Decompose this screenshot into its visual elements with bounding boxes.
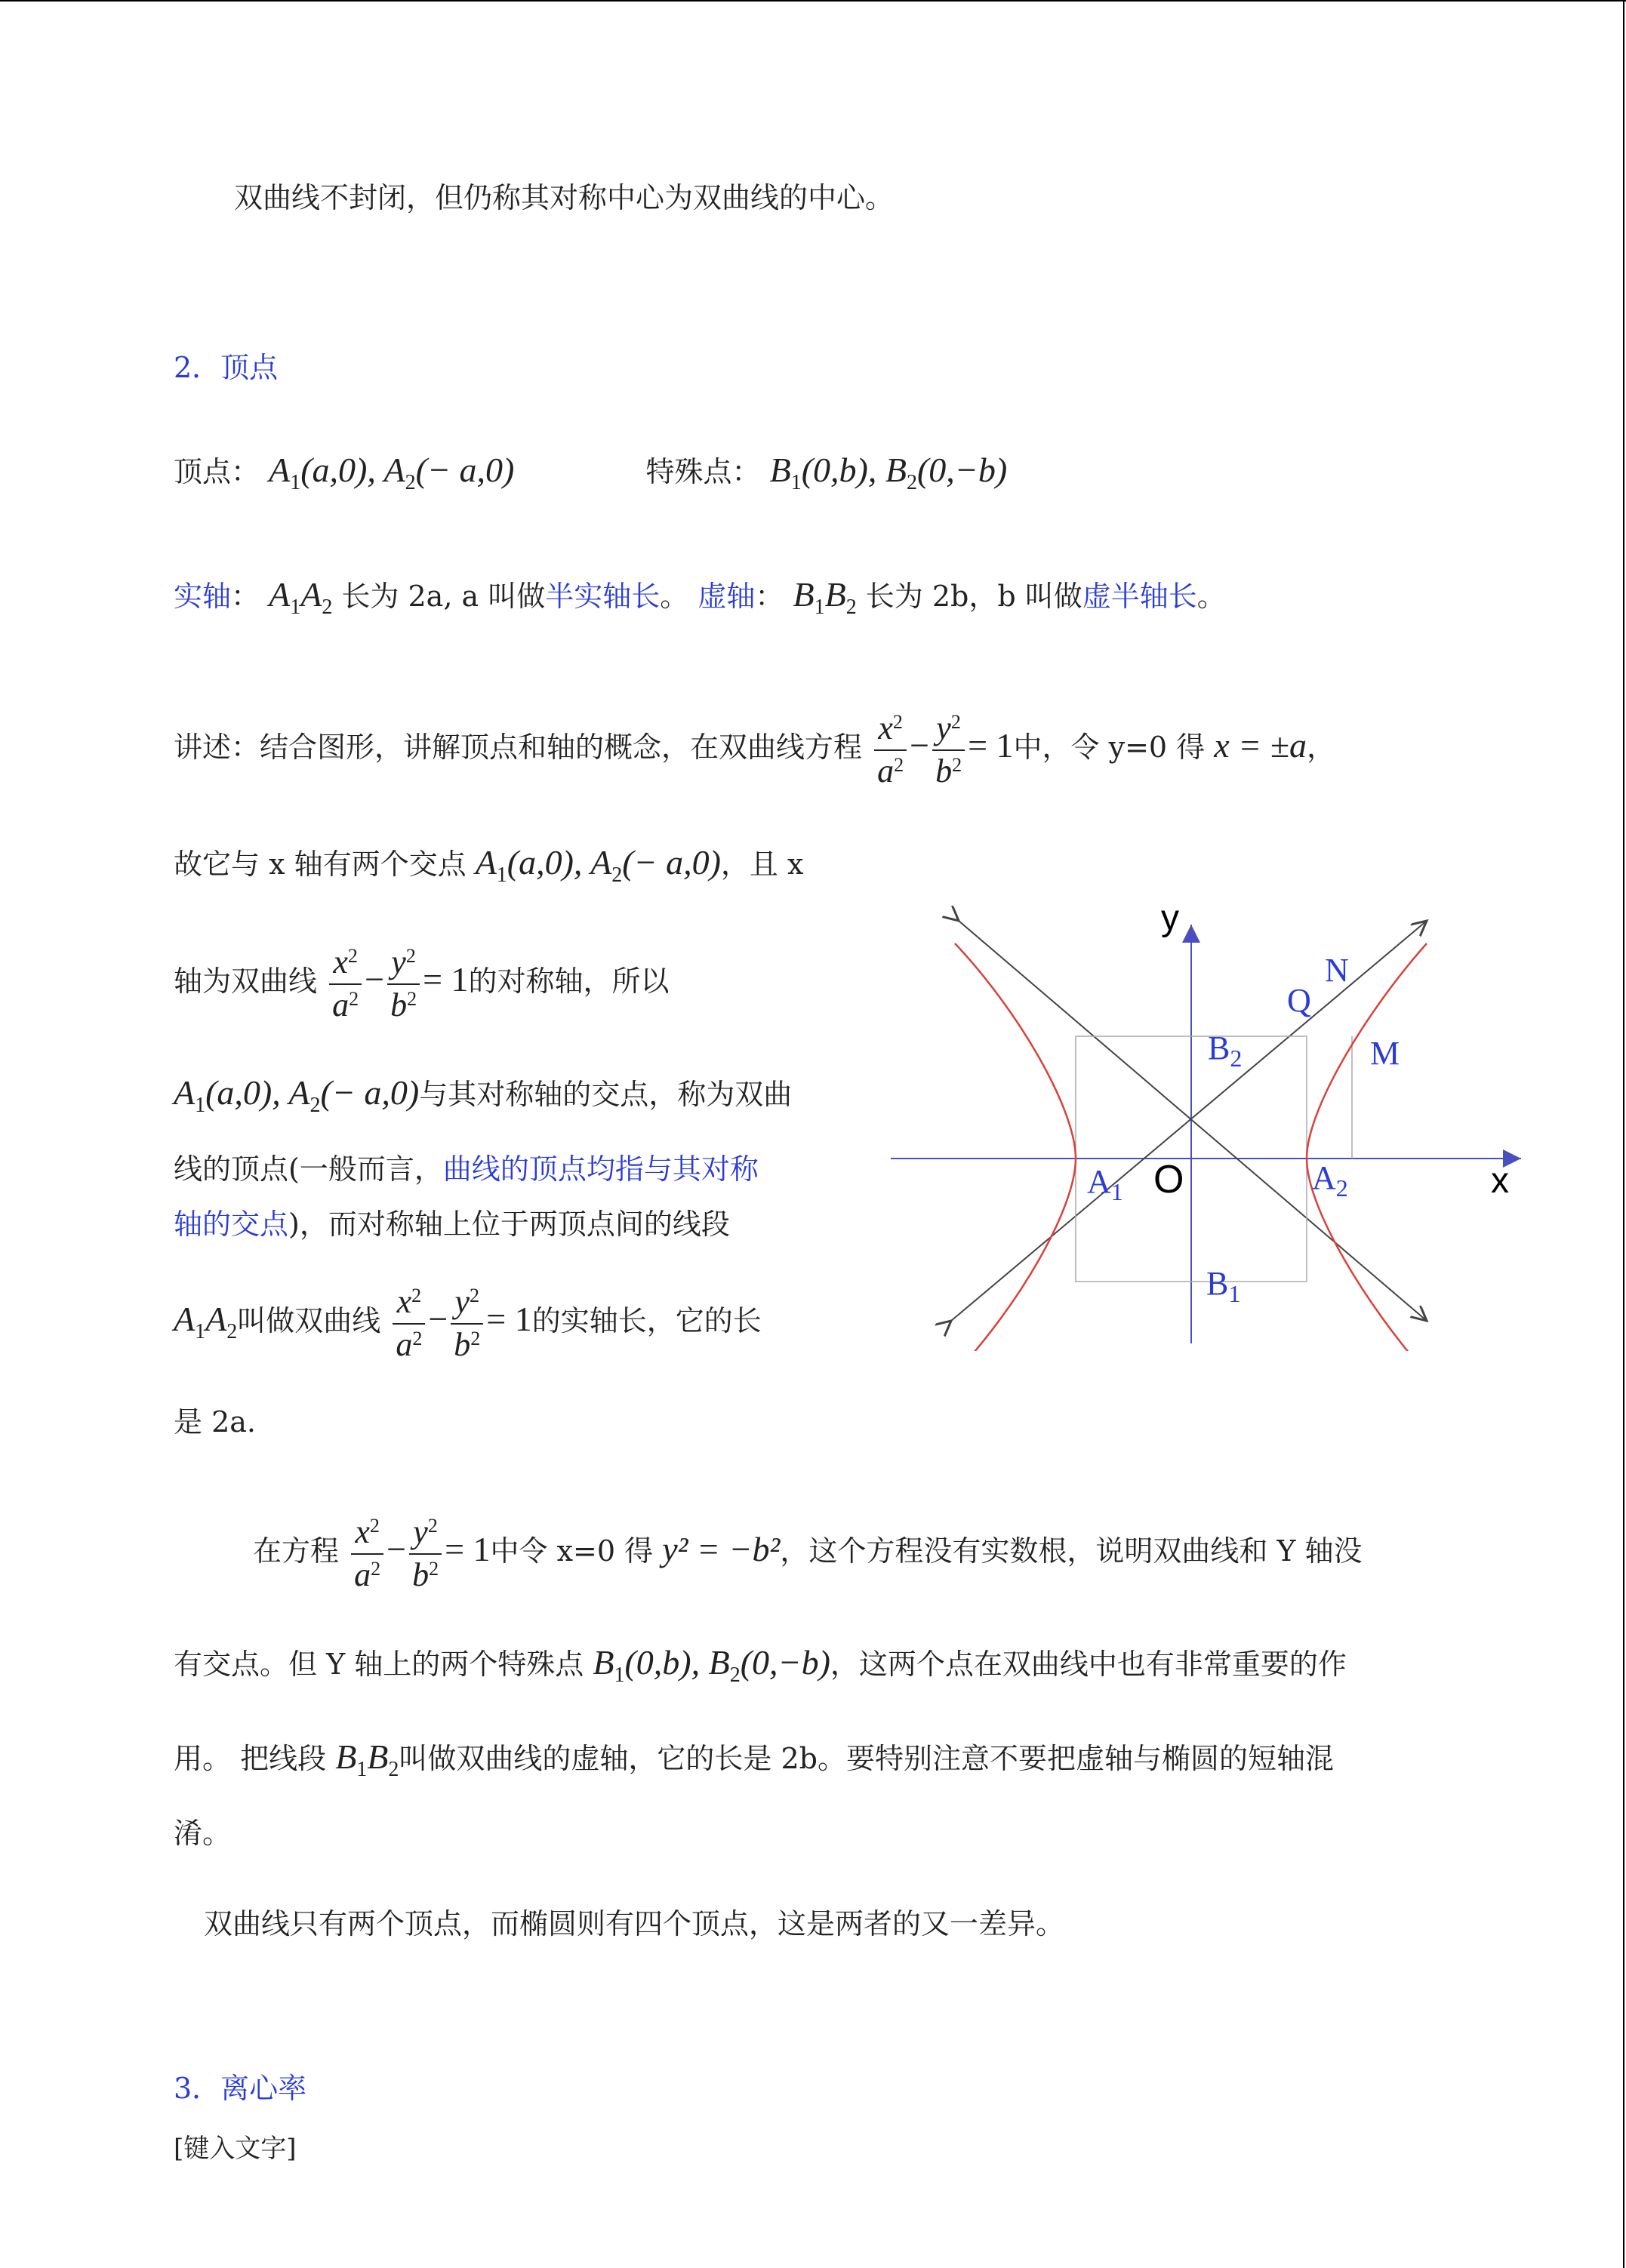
- label-origin: O: [1153, 1158, 1184, 1202]
- text: 故它与 x 轴有两个交点: [174, 848, 467, 881]
- highlight-text: 轴的交点: [174, 1208, 289, 1241]
- text: )，而对称轴上位于两顶点间的线段: [288, 1208, 730, 1241]
- real-axis-term: 实轴: [174, 580, 232, 613]
- text: 有交点。但 Y 轴上的两个特殊点: [174, 1648, 584, 1681]
- half-real-term: 半实轴长: [545, 580, 661, 613]
- explain-line-8: 是 2a.: [174, 1405, 256, 1439]
- label-q: Q: [1287, 982, 1311, 1019]
- colon: ：: [231, 580, 260, 613]
- imag-axis-term: 虚轴: [698, 580, 756, 613]
- text: 轴为双曲线: [174, 965, 318, 999]
- hyperbola-right-branch: [1307, 943, 1427, 1351]
- eq-line-2: [174, 1643, 1347, 1687]
- half-imag-term: 虚半轴长: [1082, 580, 1197, 613]
- eq-line-3: [174, 1737, 1334, 1781]
- a1a2-math: $A_1A_2$: [174, 1300, 238, 1344]
- explain-line-7: $A_1A_2$叫做双曲线 $\frac{x^2}{a^2}$ − $\frac{y^2}{b^2}$ = 1的实轴长，它的长: [174, 1283, 762, 1363]
- period: 。: [1196, 580, 1226, 613]
- heading-vertex: 2．顶点: [174, 351, 279, 384]
- period: 。: [660, 580, 698, 613]
- eq-line-1: 在方程 $\frac{x^2}{a^2}$ − $\frac{y^2}{b^2}$ = 1中令 x=0 得 y² = −b²，这个方程没有实数根，说明双曲线和 Y 轴没: [253, 1513, 1363, 1593]
- equals-one: = 1: [486, 1300, 532, 1339]
- text: ，这个方程没有实数根，说明双曲线和 Y 轴没: [780, 1534, 1363, 1568]
- text: 线的顶点(一般而言，: [174, 1152, 443, 1186]
- difference-note: 双曲线只有两个顶点，而椭圆则有四个顶点，这是两者的又一差异。: [204, 1907, 1065, 1940]
- axes-line: [174, 575, 1226, 619]
- len-2a: 长为 2a, a 叫做: [332, 580, 546, 613]
- text: 在方程: [253, 1534, 340, 1568]
- equation-fraction-y: $\frac{y^2}{b^2}$: [932, 709, 965, 790]
- highlight-text: 曲线的顶点均指与其对称: [442, 1152, 759, 1186]
- label-y: y: [1161, 898, 1179, 938]
- text: ，且 x: [720, 848, 804, 881]
- explain-line-5: [174, 1152, 759, 1186]
- y-squared-eq: y² = −b²: [662, 1530, 781, 1569]
- label-x: x: [1491, 1161, 1509, 1201]
- text: 的对称轴，所以: [468, 965, 670, 999]
- label-n: N: [1325, 952, 1349, 989]
- label-a2: $A_2$: [1312, 1159, 1348, 1202]
- colon: ：: [755, 580, 784, 613]
- page-frame-right: [1623, 0, 1624, 2268]
- equation-fraction-x: $\frac{x^2}{a^2}$: [351, 1513, 383, 1594]
- vertex-math: $A_1(a,0)$, $A_2(- a,0)$: [174, 1073, 420, 1117]
- b1b2-math: $B_1B_2$: [335, 1737, 399, 1781]
- text: 用。 把线段: [174, 1742, 327, 1775]
- text: 与其对称轴的交点，称为双曲: [419, 1078, 793, 1111]
- equation-fraction-x: $\frac{x^2}{a^2}$: [874, 709, 907, 790]
- center-note: 双曲线不封闭，但仍称其对称中心为双曲线的中心。: [234, 181, 895, 214]
- equals-one: = 1: [445, 1530, 491, 1569]
- label-m: M: [1370, 1035, 1400, 1072]
- explain-line-6: [174, 1210, 730, 1239]
- text: 中，令 y=0 得: [1013, 731, 1206, 765]
- a1a2-math: $A_1A_2$: [269, 575, 333, 619]
- equation-fraction-x: $\frac{x^2}{a^2}$: [329, 943, 362, 1024]
- vertex-math: $A_1(a,0)$, $A_2(- a,0)$: [269, 451, 515, 494]
- explain-line-2: [174, 843, 804, 887]
- explain-line-3: 轴为双曲线 $\frac{x^2}{a^2}$ − $\frac{y^2}{b^2}$ = 1的对称轴，所以: [174, 943, 670, 1023]
- equation-fraction-y: $\frac{y^2}{b^2}$: [451, 1283, 483, 1364]
- b1b2-math: $B_1B_2$: [793, 575, 857, 619]
- equals-one: = 1: [423, 960, 469, 999]
- special-label: 特殊点：: [645, 455, 761, 488]
- label-a1: $A_1$: [1087, 1163, 1123, 1205]
- equals-one: = 1: [968, 726, 1014, 765]
- hyperbola-figure: [883, 898, 1532, 1351]
- explain-line-4: [174, 1073, 793, 1117]
- special-math: $B_1(0,b)$, $B_2(0,-b)$: [593, 1643, 830, 1687]
- len-2b: 长为 2b，b 叫做: [856, 580, 1082, 613]
- x-pm-a: x = ±a: [1214, 726, 1307, 765]
- explain-line-1: 讲述：结合图形，讲解顶点和轴的概念，在双曲线方程 $\frac{x^2}{a^2}$ − $\frac{y^2}{b^2}$ = 1中，令 y=0 得 x = ±a，: [174, 709, 1335, 789]
- vertex-math: $A_1(a,0)$, $A_2(- a,0)$: [475, 843, 721, 887]
- vertex-label: 顶点：: [174, 455, 260, 488]
- text: 叫做双曲线: [237, 1304, 381, 1338]
- vertex-line: [174, 451, 1008, 494]
- text: 的实轴长，它的长: [531, 1304, 762, 1338]
- text: ，这两个点在双曲线中也有非常重要的作: [830, 1648, 1347, 1681]
- text: ，: [1306, 731, 1335, 765]
- special-math: $B_1(0,b)$, $B_2(0,-b)$: [769, 451, 1008, 494]
- text: 讲述：结合图形，讲解顶点和轴的概念，在双曲线方程: [174, 731, 863, 765]
- text: 中令 x=0 得: [490, 1534, 654, 1568]
- label-b1: $B_1$: [1206, 1265, 1241, 1307]
- footer-placeholder: [键入文字]: [174, 2134, 297, 2164]
- heading-eccentricity: 3．离心率: [174, 2072, 307, 2105]
- equation-fraction-y: $\frac{y^2}{b^2}$: [409, 1513, 442, 1594]
- page-frame-top: [0, 0, 1626, 2]
- label-b2: $B_2$: [1208, 1029, 1243, 1072]
- equation-fraction-x: $\frac{x^2}{a^2}$: [393, 1283, 425, 1364]
- text: 叫做双曲线的虚轴，它的长是 2b。要特别注意不要把虚轴与椭圆的短轴混: [399, 1742, 1334, 1775]
- eq-line-4: 淆。: [174, 1817, 232, 1850]
- equation-fraction-y: $\frac{y^2}{b^2}$: [387, 943, 420, 1024]
